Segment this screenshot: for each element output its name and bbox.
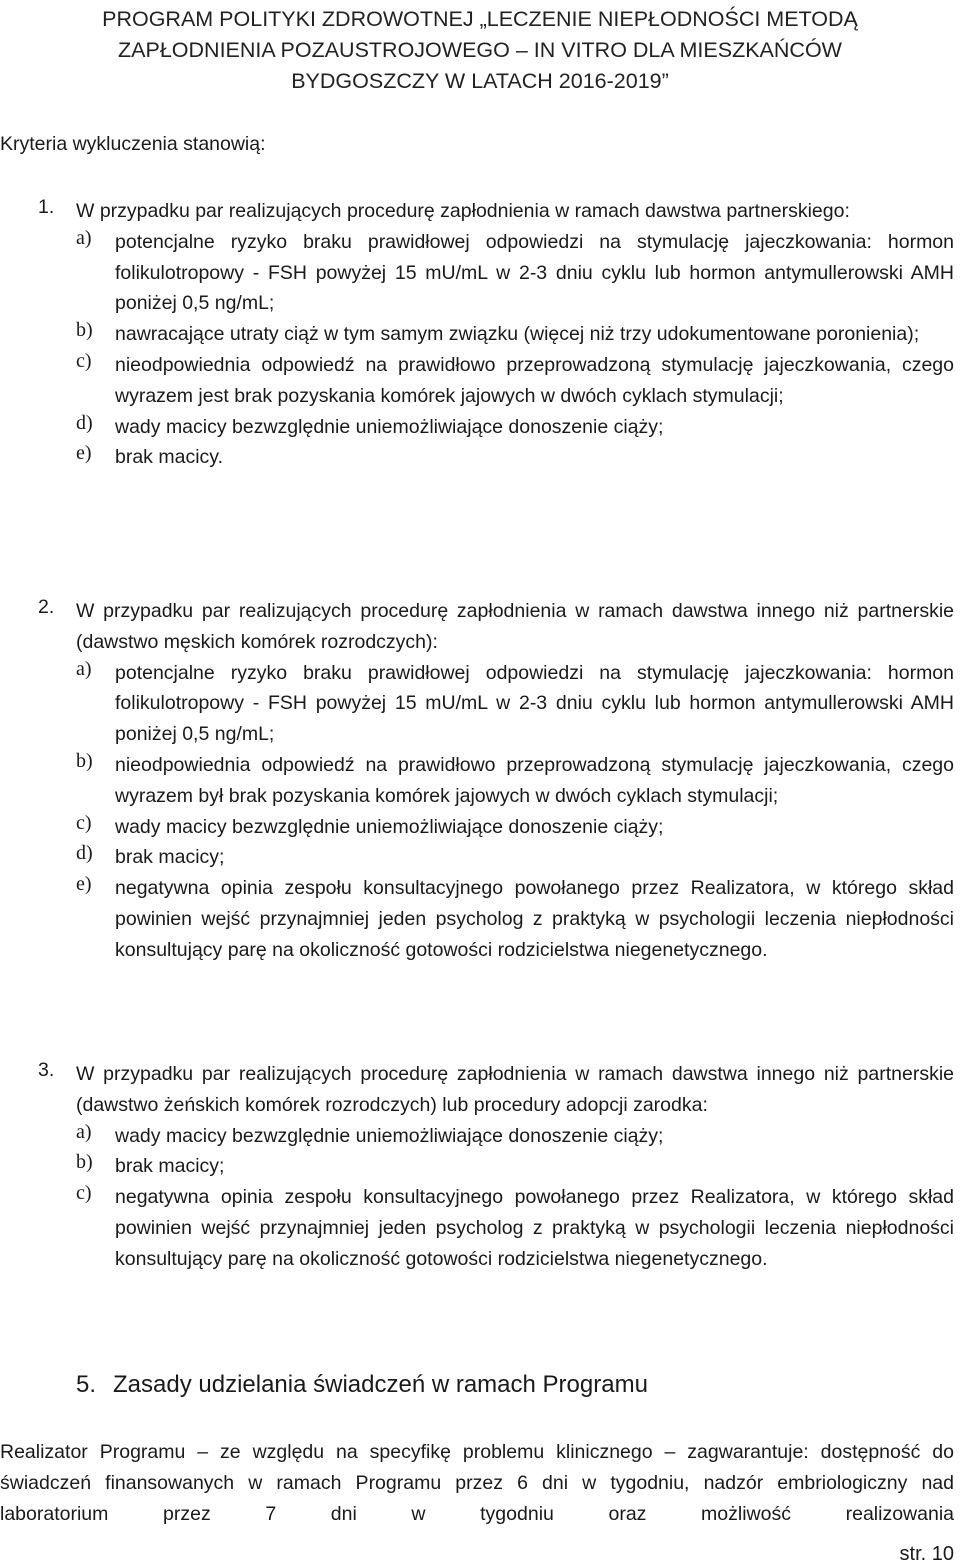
- list-item: [0, 1151, 960, 1182]
- list-item: [0, 842, 960, 873]
- header-line-1: PROGRAM POLITYKI ZDROWOTNEJ „LECZENIE NIEPŁODNOŚCI METODĄ: [102, 7, 858, 31]
- list-letter: e): [76, 873, 92, 896]
- list-text: wady macicy bezwzględnie uniemożliwiające donoszenie ciąży;: [115, 1124, 664, 1147]
- list-letter: d): [76, 411, 93, 434]
- paragraph-text: Realizator Programu – ze względu na specyfikę problemu klinicznego – zagwarantuje: dostępność do świadczeń finansowanych w ramach Programu przez 6 dni w tygodniu, nadzór embriologiczny nad laboratorium przez 7 dni w tygodniu oraz możliwość realizowania: [0, 1441, 954, 1525]
- criterion-number: 3.: [38, 1059, 55, 1081]
- list-letter: b): [76, 1151, 93, 1174]
- list-text: wady macicy bezwzględnie uniemożliwiające donoszenie ciąży;: [115, 815, 664, 838]
- list-item: [0, 412, 960, 443]
- criterion-number: 2.: [38, 596, 55, 618]
- exclusion-intro: Kryteria wykluczenia stanowią:: [0, 133, 266, 155]
- criterion-number: 1.: [38, 196, 55, 218]
- list-item: [0, 750, 960, 812]
- list-text: negatywna opinia zespołu konsultacyjnego powołanego przez Realizatora, w którego skład powinien wejść przynajmniej jeden psycholog z praktyką w psychologii leczenia niepłodności konsultujący parę na okoliczność gotowości rodzicielstwa niegenetycznego.: [115, 1186, 954, 1270]
- list-text: negatywna opinia zespołu konsultacyjnego powołanego przez Realizatora, w którego skład powinien wejść przynajmniej jeden psycholog z praktyką w psychologii leczenia niepłodności konsultujący parę na okoliczność gotowości rodzicielstwa niegenetycznego.: [115, 877, 954, 961]
- list-item: [0, 658, 960, 750]
- list-item: [0, 442, 960, 473]
- list-letter: c): [76, 811, 92, 834]
- list-letter: b): [76, 319, 93, 342]
- list-letter: b): [76, 749, 93, 772]
- final-paragraph: [0, 1437, 954, 1560]
- list-item: [0, 227, 960, 319]
- list-letter: a): [76, 1120, 92, 1143]
- list-text: potencjalne ryzyko braku prawidłowej odpowiedzi na stymulację jajeczkowania: hormon folikulotropowy - FSH powyżej 15 mU/mL w 2-3 dniu cyklu lub hormon antymullerowski AMH poniżej 0,5 ng/mL;: [115, 661, 954, 746]
- list-text: nieodpowiednia odpowiedź na prawidłowo przeprowadzoną stymulację jajeczkowania, czego wyrazem jest brak pozyskania komórek jajowych w dwóch cyklach stymulacji;: [115, 353, 954, 407]
- section-number: 5.: [76, 1371, 97, 1398]
- criterion-1: [0, 196, 960, 473]
- page-number: str. 10: [899, 1543, 954, 1565]
- list-letter: e): [76, 442, 92, 465]
- list-text: nawracające utraty ciąż w tym samym związku (więcej niż trzy udokumentowane poronienia);: [115, 323, 920, 346]
- list-letter: c): [76, 349, 92, 372]
- header-line-3: BYDGOSZCZY W LATACH 2016-2019”: [291, 69, 669, 93]
- list-item: [0, 812, 960, 843]
- list-letter: a): [76, 657, 92, 680]
- header-line-2: ZAPŁODNIENIA POZAUSTROJOWEGO – IN VITRO DLA MIESZKAŃCÓW: [118, 38, 842, 62]
- criterion-3: [0, 1059, 960, 1275]
- criterion-text: W przypadku par realizujących procedurę zapłodnienia w ramach dawstwa innego niż partnerskie (dawstwo żeńskich komórek rozrodczych) lub procedury adopcji zarodka:: [76, 1063, 954, 1116]
- list-item: [0, 1182, 960, 1274]
- list-text: wady macicy bezwzględnie uniemożliwiające donoszenie ciąży;: [115, 415, 664, 438]
- page-header: [0, 4, 960, 97]
- list-item: [0, 319, 960, 350]
- list-item: [0, 350, 960, 412]
- list-letter: a): [76, 226, 92, 249]
- list-item: [0, 1121, 960, 1152]
- section-title: Zasady udzielania świadczeń w ramach Programu: [113, 1371, 648, 1398]
- list-text: brak macicy;: [115, 1155, 225, 1178]
- list-text: brak macicy.: [115, 446, 223, 469]
- list-text: potencjalne ryzyko braku prawidłowej odpowiedzi na stymulację jajeczkowania: hormon folikulotropowy - FSH powyżej 15 mU/mL w 2-3 dniu cyklu lub hormon antymullerowski AMH poniżej 0,5 ng/mL;: [115, 230, 954, 315]
- section-heading: [76, 1371, 648, 1399]
- list-item: [0, 873, 960, 965]
- list-letter: c): [76, 1182, 92, 1205]
- list-letter: d): [76, 842, 93, 865]
- list-text: nieodpowiednia odpowiedź na prawidłowo przeprowadzoną stymulację jajeczkowania, czego wyrazem był brak pozyskania komórek jajowych w dwóch cyklach stymulacji;: [115, 753, 954, 807]
- criterion-2: [0, 596, 960, 966]
- list-text: brak macicy;: [115, 846, 225, 869]
- criterion-text: W przypadku par realizujących procedurę zapłodnienia w ramach dawstwa partnerskiego:: [76, 200, 850, 222]
- criterion-text: W przypadku par realizujących procedurę zapłodnienia w ramach dawstwa innego niż partnerskie (dawstwo męskich komórek rozrodczych):: [76, 600, 954, 653]
